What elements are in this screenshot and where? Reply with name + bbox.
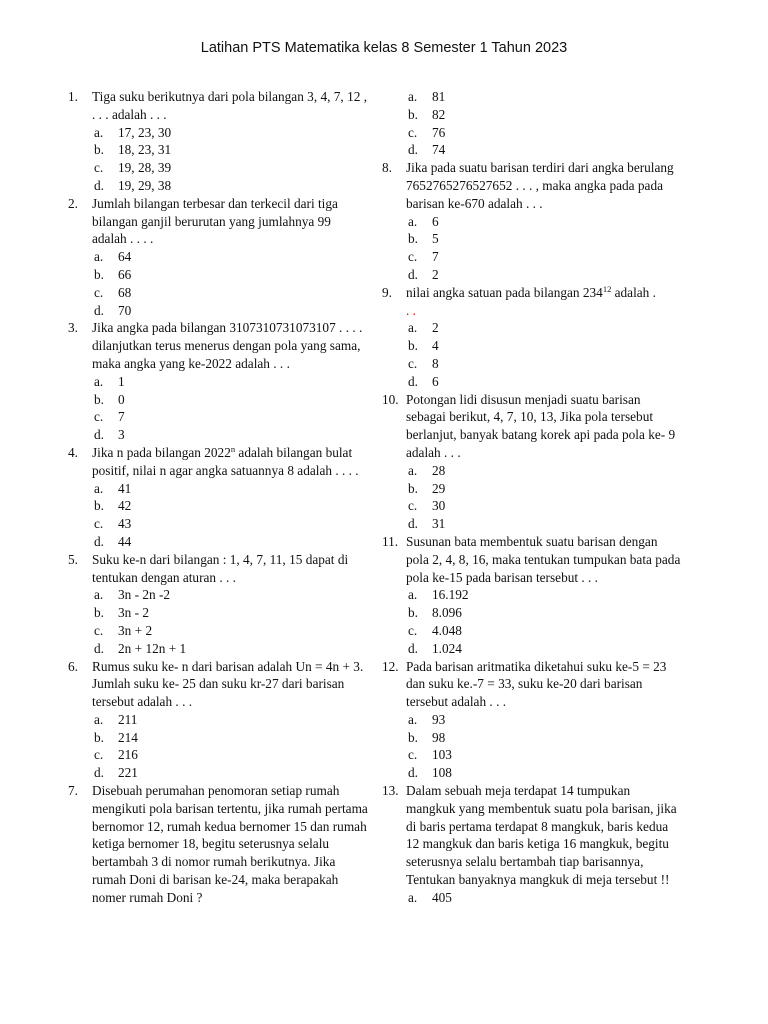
question-13	[382, 782, 682, 889]
option-text: 17, 23, 30	[118, 124, 172, 140]
option	[94, 284, 368, 302]
option-text: 19, 29, 38	[118, 177, 172, 193]
option-text: 41	[118, 480, 132, 496]
option	[408, 640, 682, 658]
option-text: 43	[118, 516, 132, 532]
exponent: n	[230, 443, 236, 454]
option-letter: c.	[408, 498, 418, 514]
option-text: 4.048	[432, 622, 462, 638]
option-letter: b.	[94, 498, 104, 514]
option-text: 2	[432, 320, 439, 336]
option-letter: a.	[408, 213, 418, 229]
option-text: 221	[118, 765, 138, 781]
option-text: 211	[118, 711, 138, 727]
left-column	[68, 88, 368, 907]
option-letter: a.	[94, 124, 104, 140]
option-letter: d.	[408, 640, 418, 656]
option	[408, 889, 682, 907]
option	[94, 729, 368, 747]
option-letter: b.	[94, 142, 104, 158]
option-text: 81	[432, 89, 446, 104]
option	[94, 764, 368, 782]
option-text: 31	[432, 516, 446, 532]
option	[94, 711, 368, 729]
option	[408, 746, 682, 764]
option-letter: d.	[408, 142, 418, 158]
question-number: 12.	[382, 658, 399, 674]
option	[94, 426, 368, 444]
option-letter: d.	[94, 765, 104, 781]
question-6	[68, 658, 368, 711]
option	[408, 604, 682, 622]
question-number: 13.	[382, 783, 399, 799]
question-number: 11.	[382, 533, 399, 549]
options-11	[408, 586, 682, 657]
option-letter: a.	[408, 89, 418, 104]
option-text: 0	[118, 391, 125, 407]
question-number: 7.	[68, 783, 78, 799]
option-text: 8	[432, 355, 439, 371]
option-letter: a.	[94, 373, 104, 389]
question-5	[68, 551, 368, 587]
option	[94, 622, 368, 640]
question-number: 6.	[68, 658, 78, 674]
option	[94, 604, 368, 622]
option-text: 5	[432, 231, 439, 247]
option-letter: d.	[94, 427, 104, 443]
option	[94, 124, 368, 142]
question-text: Jika pada suatu barisan terdiri dari angka berulang 7652765276527652 . . . , maka angka pada pada barisan ke-670 adalah . . .	[406, 160, 674, 211]
option-letter: a.	[94, 480, 104, 496]
options-8	[408, 213, 682, 284]
option-letter: c.	[94, 622, 104, 638]
option	[408, 248, 682, 266]
question-text: Rumus suku ke- n dari barisan adalah Un = 4n + 3. Jumlah suku ke- 25 dan suku kr-27 dari barisan tersebut adalah . . .	[92, 658, 364, 710]
option-text: 2	[432, 266, 439, 282]
option-text: 44	[118, 533, 132, 549]
question-9	[382, 284, 682, 320]
exponent: 12	[602, 283, 612, 294]
option-letter: a.	[408, 889, 418, 905]
option-letter: b.	[94, 729, 104, 745]
option	[94, 159, 368, 177]
option-text: 70	[118, 302, 132, 318]
option	[408, 213, 682, 231]
option	[94, 586, 368, 604]
option	[94, 266, 368, 284]
option	[94, 746, 368, 764]
question-number: 9.	[382, 284, 392, 300]
option-letter: d.	[408, 516, 418, 532]
option-text: 64	[118, 249, 132, 265]
options-4	[94, 480, 368, 551]
option	[94, 515, 368, 533]
question-text: Jumlah bilangan terbesar dan terkecil dari tiga bilangan ganjil berurutan yang jumlahnya 99 adalah . . . .	[92, 195, 338, 247]
option	[94, 408, 368, 426]
question-4	[68, 444, 368, 480]
options-9	[408, 319, 682, 390]
option	[408, 141, 682, 159]
options-2	[94, 248, 368, 319]
question-text: Jika angka pada bilangan 3107310731073107 . . . . dilanjutkan terus menerus dengan pola yang sama, maka angka yang ke-2022 adalah . . .	[92, 320, 363, 371]
option-letter: c.	[94, 409, 104, 425]
option	[408, 355, 682, 373]
option-text: 18, 23, 31	[118, 142, 172, 158]
option-text: 19, 28, 39	[118, 160, 172, 176]
option-text: 6	[432, 213, 439, 229]
option	[94, 480, 368, 498]
option-letter: b.	[408, 729, 418, 745]
question-text	[406, 284, 682, 320]
question-text: Disebuah perumahan penomoran setiap rumah mengikuti pola barisan tertentu, jika rumah pertama bernomor 12, rumah kedua bernomer 15 dan rumah ketiga bernomer 18, begitu seterusnya selalu bertambah 3 di nomor rumah berikutnya. Jika rumah Doni di barisan ke-24, maka berapakah nomer rumah Doni ?	[92, 783, 368, 905]
option-text: 68	[118, 284, 132, 300]
option-letter: c.	[94, 747, 104, 763]
option	[94, 302, 368, 320]
option-text: 2n + 12n + 1	[118, 640, 187, 656]
option-letter: a.	[408, 587, 418, 603]
question-text-part: adalah bilangan bulat positif, nilai n agar angka satuannya 8 adalah . . . .	[92, 444, 359, 478]
option-text: 30	[432, 498, 446, 514]
question-7	[68, 782, 368, 907]
option	[94, 391, 368, 409]
question-text: Suku ke-n dari bilangan : 1, 4, 7, 11, 15 dapat di tentukan dengan aturan . . .	[92, 551, 349, 585]
options-7	[408, 88, 682, 159]
option-letter: c.	[408, 355, 418, 371]
option-letter: b.	[94, 391, 104, 407]
option-text: 16.192	[432, 587, 469, 603]
option-letter: b.	[94, 266, 104, 282]
option-text: 6	[432, 373, 439, 389]
option-text: 103	[432, 747, 452, 763]
options-3	[94, 373, 368, 444]
option-text: 1	[118, 373, 125, 389]
question-number: 8.	[382, 160, 392, 176]
option	[408, 622, 682, 640]
question-number: 10.	[382, 391, 399, 407]
option-letter: c.	[408, 249, 418, 265]
option	[408, 319, 682, 337]
option-text: 82	[432, 106, 446, 122]
option-letter: b.	[408, 605, 418, 621]
question-text: Tiga suku berikutnya dari pola bilangan 3, 4, 7, 12 , . . . adalah . . .	[92, 89, 368, 122]
options-1	[94, 124, 368, 195]
option-letter: a.	[94, 587, 104, 603]
question-11	[382, 533, 682, 586]
option-text: 108	[432, 765, 452, 781]
option	[94, 497, 368, 515]
question-number: 2.	[68, 195, 78, 211]
option	[408, 462, 682, 480]
option	[408, 373, 682, 391]
option	[408, 88, 682, 106]
option-letter: a.	[408, 462, 418, 478]
option	[408, 230, 682, 248]
option-letter: c.	[94, 160, 104, 176]
option	[94, 141, 368, 159]
option-text: 29	[432, 480, 446, 496]
option-letter: d.	[94, 640, 104, 656]
question-number: 4.	[68, 444, 78, 460]
option	[408, 266, 682, 284]
option-text: 3	[118, 427, 125, 443]
option-text: 1.024	[432, 640, 462, 656]
option-text: 3n + 2	[118, 622, 153, 638]
option	[94, 177, 368, 195]
option-text: 4	[432, 338, 439, 354]
option-text: 98	[432, 729, 446, 745]
option-text: 8.096	[432, 605, 462, 621]
option-letter: c.	[408, 124, 418, 140]
option-text: 76	[432, 124, 446, 140]
option-letter: c.	[408, 747, 418, 763]
option-letter: b.	[94, 605, 104, 621]
option-text: 93	[432, 711, 446, 727]
option	[408, 515, 682, 533]
question-text: Pada barisan aritmatika diketahui suku ke-5 = 23 dan suku ke.-7 = 33, suku ke-20 dari barisan tersebut adalah . . .	[406, 658, 667, 710]
option-letter: c.	[408, 622, 418, 638]
option-text: 7	[118, 409, 125, 425]
question-text-part: nilai angka satuan pada bilangan 234	[406, 284, 603, 300]
option	[408, 124, 682, 142]
option	[94, 640, 368, 658]
option-letter: c.	[94, 516, 104, 532]
option-letter: a.	[94, 711, 104, 727]
question-2	[68, 195, 368, 248]
options-6	[94, 711, 368, 782]
option	[408, 711, 682, 729]
option	[408, 764, 682, 782]
options-10	[408, 462, 682, 533]
option-letter: b.	[408, 231, 418, 247]
option	[408, 729, 682, 747]
question-text-part: . .	[406, 302, 416, 318]
option-text: 28	[432, 462, 446, 478]
question-text-part: Jika n pada bilangan 2022	[92, 444, 231, 460]
option-letter: d.	[94, 533, 104, 549]
option	[408, 480, 682, 498]
option-text: 216	[118, 747, 138, 763]
question-number: 5.	[68, 551, 78, 567]
question-12	[382, 658, 682, 711]
option-letter: d.	[408, 373, 418, 389]
options-12	[408, 711, 682, 782]
option-text: 3n - 2	[118, 605, 150, 621]
option-letter: d.	[94, 177, 104, 193]
question-number: 1.	[68, 89, 78, 104]
option	[94, 373, 368, 391]
question-number: 3.	[68, 320, 78, 336]
option-letter: d.	[408, 765, 418, 781]
question-text	[92, 444, 368, 480]
option-text: 42	[118, 498, 132, 514]
option-letter: d.	[94, 302, 104, 318]
right-column	[382, 88, 682, 907]
question-text: Susunan bata membentuk suatu barisan dengan pola 2, 4, 8, 16, maka tentukan tumpukan bata pada pola ke-15 pada barisan tersebut . . .	[406, 533, 681, 585]
option-letter: b.	[408, 480, 418, 496]
option-text: 7	[432, 249, 439, 265]
option	[408, 337, 682, 355]
question-8	[382, 159, 682, 212]
option	[408, 586, 682, 604]
option-text: 74	[432, 142, 446, 158]
options-13	[408, 889, 682, 907]
option-letter: a.	[94, 249, 104, 265]
option	[408, 497, 682, 515]
option-text: 66	[118, 266, 132, 282]
question-text-part: adalah .	[611, 284, 656, 300]
option-letter: a.	[408, 711, 418, 727]
question-3	[68, 319, 368, 372]
option	[94, 248, 368, 266]
question-text: Potongan lidi disusun menjadi suatu barisan sebagai berikut, 4, 7, 10, 13, Jika pola tersebut berlanjut, banyak batang korek api pada pola ke- 9 adalah . . .	[406, 391, 676, 460]
question-text: Dalam sebuah meja terdapat 14 tumpukan mangkuk yang membentuk suatu pola barisan, jika di baris pertama terdapat 8 mangkuk, baris kedua 12 mangkuk dan baris ketiga 16 mangkuk, begitu seterusnya selalu bertambah tiap barisannya, Tentukan banyaknya mangkuk di meja tersebut !!	[406, 783, 677, 888]
option-letter: b.	[408, 106, 418, 122]
option-letter: d.	[408, 266, 418, 282]
question-10	[382, 391, 682, 462]
option	[408, 106, 682, 124]
option-text: 405	[432, 889, 452, 905]
page-title: Latihan PTS Matematika kelas 8 Semester 1 Tahun 2023	[200, 40, 568, 56]
option-text: 3n - 2n -2	[118, 587, 171, 603]
option-letter: b.	[408, 338, 418, 354]
options-5	[94, 586, 368, 657]
option-text: 214	[118, 729, 138, 745]
question-1	[68, 88, 368, 124]
option	[94, 533, 368, 551]
option-letter: c.	[94, 284, 104, 300]
option-letter: a.	[408, 320, 418, 336]
